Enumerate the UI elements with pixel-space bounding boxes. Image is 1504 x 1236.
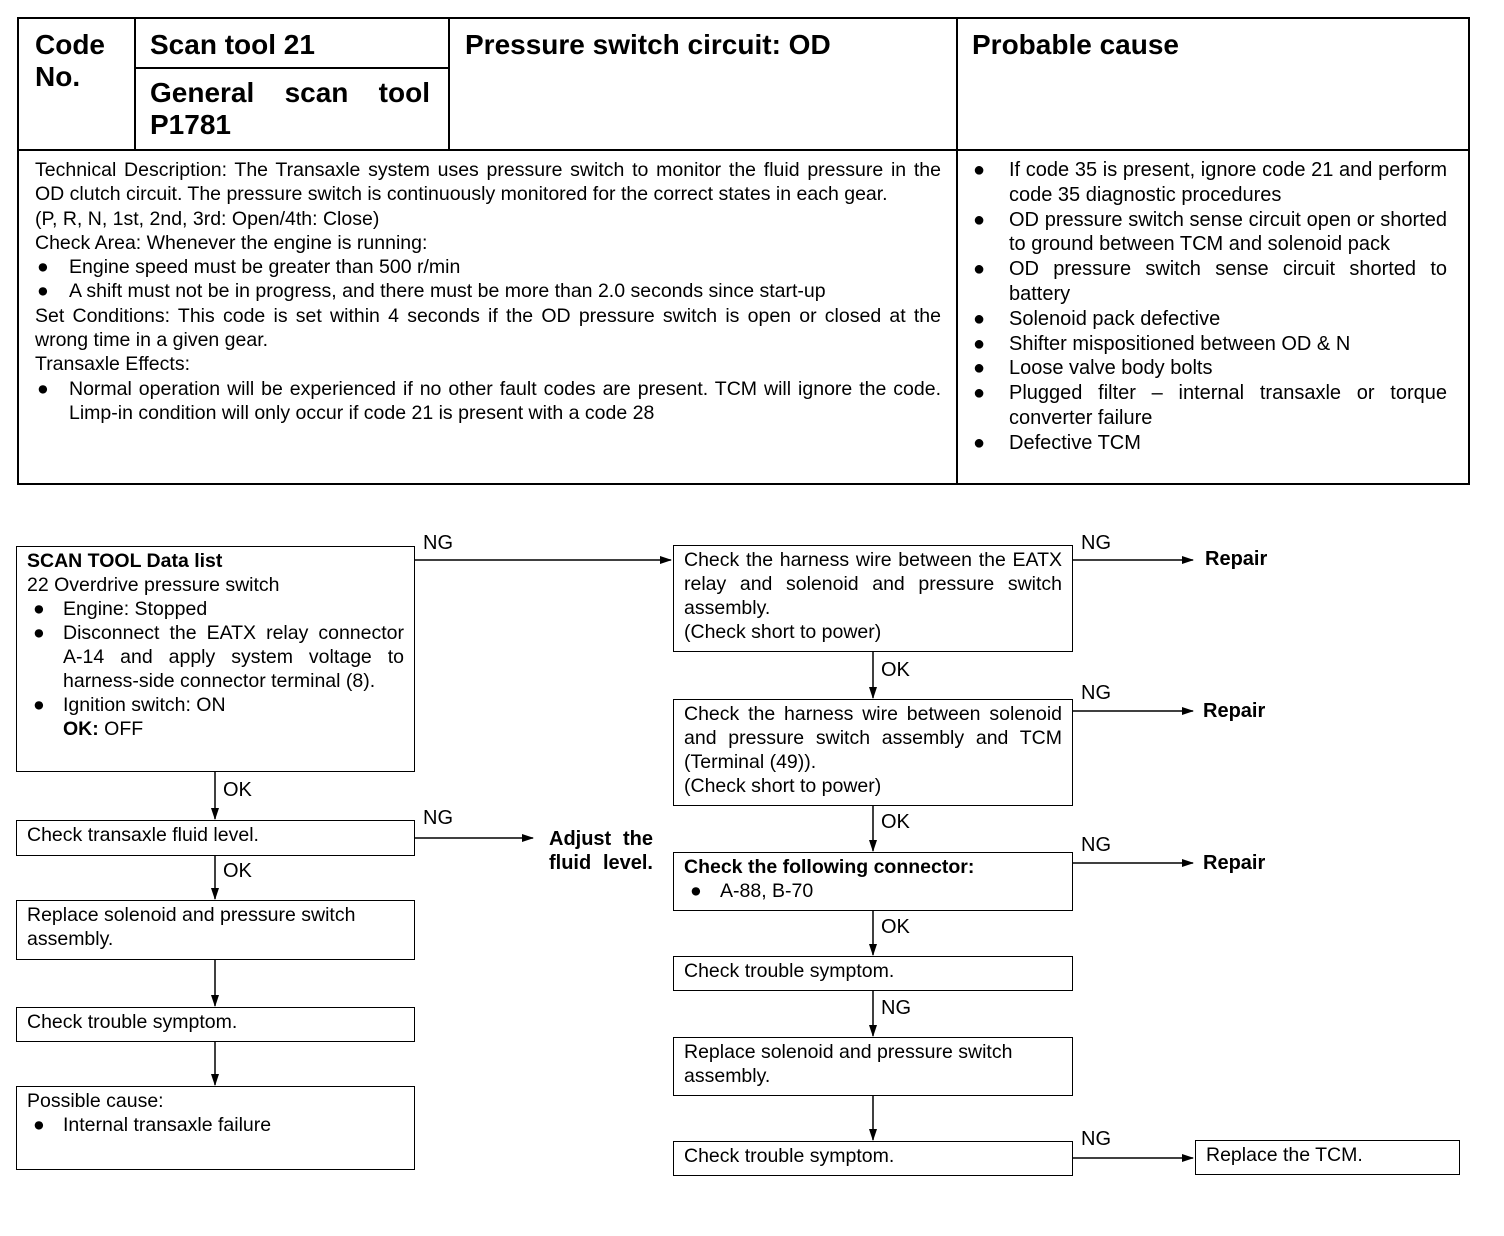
bullet-icon: ● (973, 307, 986, 330)
dtc-title: Pressure switch circuit: OD (465, 29, 831, 60)
ng-label: NG (423, 532, 453, 554)
repair-label: Repair (1203, 700, 1266, 722)
scan-tool-data-list-box (16, 546, 415, 772)
set-conditions: Set Conditions: This code is set within 4 seconds if the OD pressure switch is open or closed at the wrong time in a given gear. (35, 304, 941, 352)
check-area: Check Area: Whenever the engine is running: (35, 231, 428, 254)
ok-label: OK (881, 916, 910, 938)
fluid-level-box: Check transaxle fluid level. (16, 820, 415, 856)
general-scan-tool-code: General scan tool P1781 (150, 77, 430, 140)
list-item: ● Loose valve body bolts (973, 357, 1213, 380)
ng-label: NG (1081, 1128, 1111, 1150)
harness-check-text: Check the harness wire between solenoid and pressure switch assembly and TCM (Terminal (49)). (684, 703, 1062, 773)
code-no-label: Code No. (35, 29, 105, 92)
list-item: ● Disconnect the EATX relay connector A-14 and apply system voltage to harness-side connector terminal (8). (33, 622, 404, 692)
harness-check-note: (Check short to power) (684, 775, 882, 797)
bullet-icon: ● (973, 258, 986, 281)
list-item: ● Ignition switch: ON (33, 694, 226, 716)
list-item: ● Defective TCM (973, 431, 1141, 454)
ng-label: NG (1081, 682, 1111, 704)
ok-label: OK (881, 659, 910, 681)
bullet-icon: ● (690, 880, 702, 902)
list-item: ● Solenoid pack defective (973, 307, 1221, 330)
ng-label: NG (423, 807, 453, 829)
bullet-icon: ● (37, 280, 49, 303)
repair-label: Repair (1205, 548, 1268, 570)
list-item: ● Internal transaxle failure (33, 1114, 272, 1136)
repair-label: Repair (1203, 852, 1266, 874)
transaxle-effects-label: Transaxle Effects: (35, 353, 190, 376)
bullet-icon: ● (37, 256, 49, 279)
tech-description-text: Technical Description: The Transaxle system uses pressure switch to monitor the fluid pressure in the OD clutch circuit. The pressure switch is continuously monitored for the correct states in each gear. (35, 159, 941, 206)
harness-check-note: (Check short to power) (684, 621, 882, 643)
connector-check-title: Check the following connector: (684, 856, 975, 878)
ok-label: OK (223, 860, 252, 882)
scan-tool-item: 22 Overdrive pressure switch (27, 574, 280, 596)
bullet-icon: ● (973, 431, 986, 454)
bullet-icon: ● (33, 598, 45, 620)
scan-tool-title: SCAN TOOL Data list (27, 550, 223, 572)
list-item: ● A-88, B-70 (690, 880, 814, 902)
harness-check-text: Check the harness wire between the EATX relay and solenoid and pressure switch assembly. (684, 549, 1062, 619)
list-item: ● OD pressure switch sense circuit shorted to battery (973, 258, 1447, 305)
adjust-fluid-level: Adjust the fluid level. (549, 828, 653, 874)
probable-cause-label: Probable cause (972, 29, 1179, 60)
ok-condition: OK: OFF (63, 718, 144, 740)
possible-cause-label: Possible cause: (27, 1090, 164, 1112)
ng-label: NG (1081, 834, 1111, 856)
list-item: ● Plugged filter – internal transaxle or torque converter failure (973, 382, 1447, 429)
list-item: ● Engine speed must be greater than 500 r/min (37, 256, 461, 279)
bullet-icon: ● (973, 382, 986, 405)
ok-label: OK (223, 779, 252, 801)
possible-cause-box (16, 1086, 415, 1170)
bullet-icon: ● (33, 1114, 45, 1136)
ok-label: OK (881, 811, 910, 833)
list-item: ● Shifter mispositioned between OD & N (973, 332, 1351, 355)
bullet-icon: ● (973, 332, 986, 355)
list-item: ● Normal operation will be experienced if no other fault codes are present. TCM will ignore the code. Limp-in condition will only occur if code 21 is present with a code 28 (37, 377, 941, 424)
bullet-icon: ● (33, 622, 45, 644)
list-item: ● A shift must not be in progress, and there must be more than 2.0 seconds since start-up (37, 280, 826, 303)
scan-tool-code: Scan tool 21 (150, 29, 315, 60)
check-symptom-box-final: Check trouble symptom. (673, 1141, 1073, 1176)
replace-tcm-box: Replace the TCM. (1195, 1140, 1460, 1175)
replace-solenoid-box-right: Replace solenoid and pressure switch assembly. (673, 1037, 1073, 1096)
ng-label: NG (1081, 532, 1111, 554)
bullet-icon: ● (973, 159, 986, 181)
check-symptom-box-left: Check trouble symptom. (16, 1007, 415, 1042)
bullet-icon: ● (33, 694, 45, 716)
replace-solenoid-box-left: Replace solenoid and pressure switch assembly. (16, 900, 415, 960)
bullet-icon: ● (973, 208, 986, 231)
list-item: ● If code 35 is present, ignore code 21 and perform code 35 diagnostic procedures (973, 159, 1447, 206)
connector-check-box (673, 852, 1073, 911)
ng-label: NG (881, 997, 911, 1019)
check-symptom-box-right: Check trouble symptom. (673, 956, 1073, 991)
list-item: ● Engine: Stopped (33, 598, 208, 620)
harness-check-box-2 (673, 699, 1073, 806)
bullet-icon: ● (973, 357, 986, 380)
switch-states: (P, R, N, 1st, 2nd, 3rd: Open/4th: Close) (35, 207, 380, 230)
harness-check-box-1 (673, 545, 1073, 652)
list-item: ● OD pressure switch sense circuit open or shorted to ground between TCM and solenoid pack (973, 208, 1447, 256)
bullet-icon: ● (37, 377, 49, 400)
